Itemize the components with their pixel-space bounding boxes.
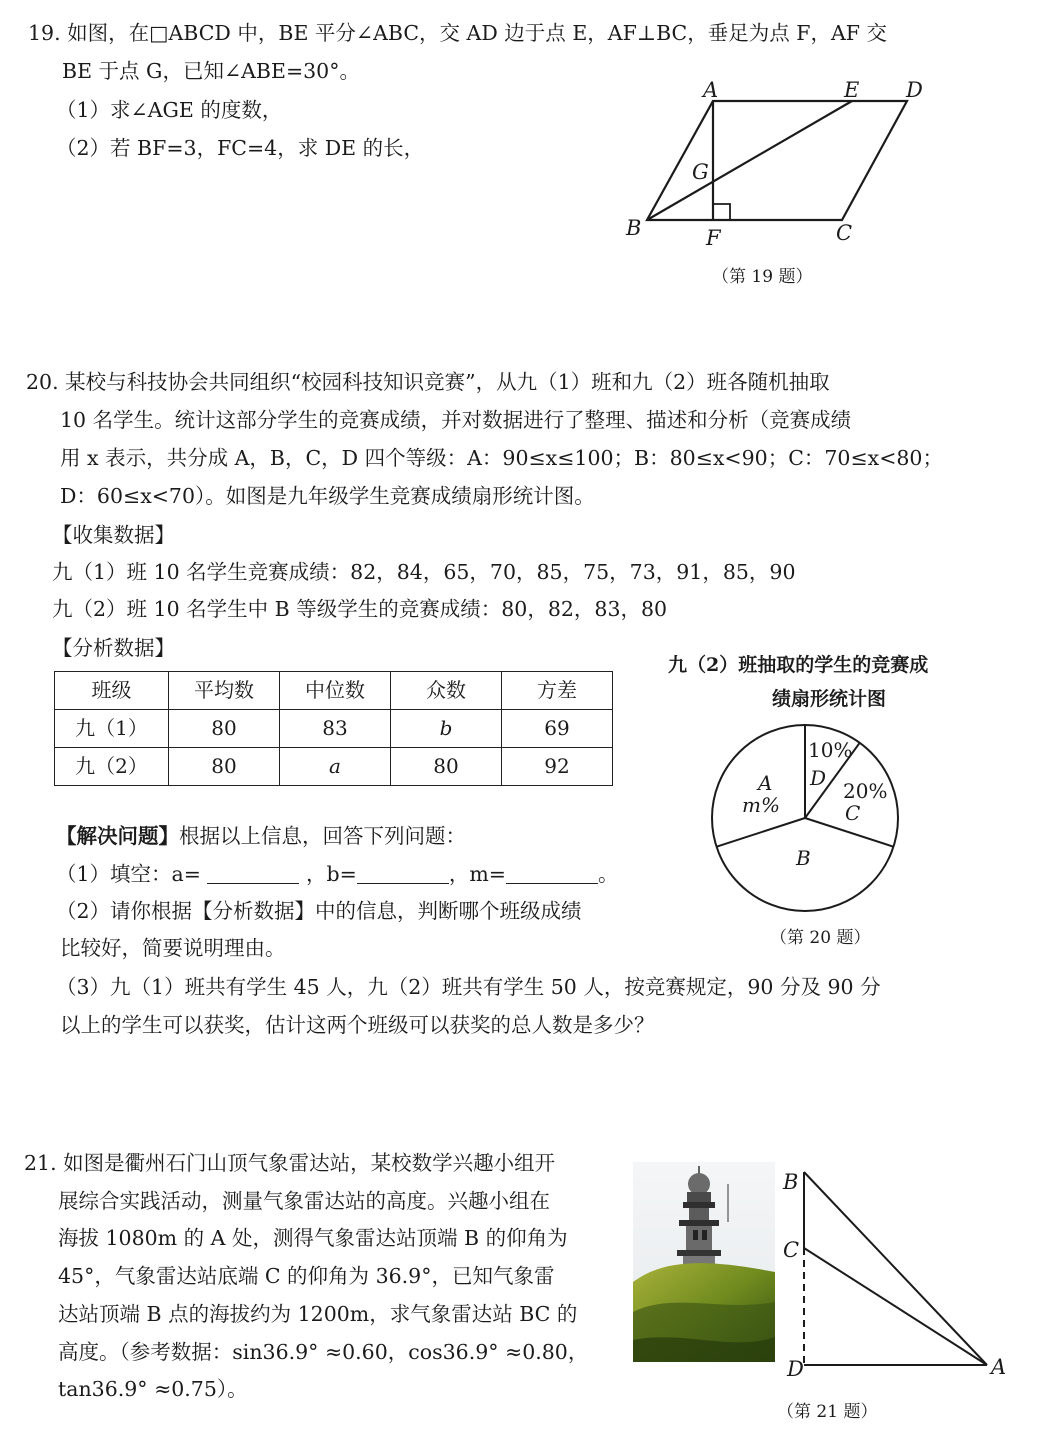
q19-line1: 19. 如图，在□ABCD 中，BE 平分∠ABC，交 AD 边于点 E，AF⊥BC，垂足为点 F，AF 交 bbox=[28, 21, 888, 45]
solve-intro: 根据以上信息，回答下列问题： bbox=[179, 824, 466, 848]
q20-p3-line1: （3）九（1）班共有学生 45 人，九（2）班共有学生 50 人，按竞赛规定，90 分及 90 分 bbox=[56, 975, 881, 999]
q20-caption: （第 20 题） bbox=[770, 928, 871, 948]
table-cell: 九（2） bbox=[55, 748, 169, 786]
slice-label-c: C bbox=[845, 801, 861, 825]
collect-heading: 【收集数据】 bbox=[52, 523, 175, 547]
label-c-21: C bbox=[783, 1238, 800, 1262]
table-header-cell: 平均数 bbox=[169, 672, 280, 710]
table-header-cell: 方差 bbox=[502, 672, 613, 710]
label-a: A bbox=[703, 78, 719, 102]
q20-line1: 20. 某校与科技协会共同组织“校园科技知识竞赛”，从九（1）班和九（2）班各随机抽取 bbox=[26, 370, 830, 394]
solve-heading: 【解决问题】 bbox=[56, 824, 179, 848]
table-cell: 80 bbox=[169, 748, 280, 786]
pie-slice-boundary-a bbox=[717, 818, 805, 847]
table-cell: 92 bbox=[502, 748, 613, 786]
solve-line bbox=[56, 818, 466, 856]
q19-sub2: （2）若 BF=3，FC=4，求 DE 的长， bbox=[56, 136, 425, 160]
label-d: D bbox=[906, 78, 923, 102]
p1-end: 。 bbox=[597, 862, 619, 886]
table-cell: 69 bbox=[502, 710, 613, 748]
table-header-cell: 班级 bbox=[55, 672, 169, 710]
answer-blank-a[interactable] bbox=[207, 861, 299, 884]
q19-caption: （第 19 题） bbox=[712, 267, 813, 287]
slice-label-c-percent: 20% bbox=[843, 779, 888, 803]
slice-label-d: D bbox=[810, 766, 827, 790]
p1-b-label: ，b= bbox=[306, 862, 357, 886]
q21-line5: 达站顶端 B 点的海拔约为 1200m，求气象雷达站 BC 的 bbox=[58, 1302, 578, 1326]
slice-label-a-percent: m% bbox=[742, 793, 780, 817]
table-header-cell: 众数 bbox=[391, 672, 502, 710]
q20-line2: 10 名学生。统计这部分学生的竞赛成绩，并对数据进行了整理、描述和分析（竞赛成绩 bbox=[60, 408, 852, 432]
q20-line4: D：60≤x<70）。如图是九年级学生竞赛成绩扇形统计图。 bbox=[60, 484, 595, 508]
answer-blank-m[interactable] bbox=[506, 861, 598, 884]
pie-title-line1: 九（2）班抽取的学生的竞赛成 bbox=[668, 654, 929, 676]
right-angle-mark bbox=[713, 204, 730, 220]
q21-caption: （第 21 题） bbox=[777, 1402, 878, 1422]
table-cell: a bbox=[280, 748, 391, 786]
q21-line3: 海拔 1080m 的 A 处，测得气象雷达站顶端 B 的仰角为 bbox=[58, 1226, 568, 1250]
table-row bbox=[55, 710, 613, 748]
table-cell: 80 bbox=[169, 710, 280, 748]
p1-prefix: （1）填空：a= bbox=[56, 862, 201, 886]
table-cell: 九（1） bbox=[55, 710, 169, 748]
segment-ba bbox=[804, 1172, 987, 1365]
label-b-21: B bbox=[783, 1170, 799, 1194]
stats-table bbox=[54, 671, 613, 786]
label-g: G bbox=[692, 160, 709, 184]
collect-data-class2: 九（2）班 10 名学生中 B 等级学生的竞赛成绩：80，82，83，80 bbox=[52, 597, 668, 621]
label-b: B bbox=[626, 216, 642, 240]
label-c: C bbox=[836, 221, 853, 245]
q20-p2-line2: 比较好，简要说明理由。 bbox=[60, 936, 286, 960]
table-header-cell: 中位数 bbox=[280, 672, 391, 710]
q21-line4: 45°，气象雷达站底端 C 的仰角为 36.9°，已知气象雷 bbox=[58, 1264, 555, 1288]
analyze-heading: 【分析数据】 bbox=[52, 636, 175, 660]
segment-ca bbox=[804, 1248, 987, 1365]
p1-m-label: ，m= bbox=[448, 862, 506, 886]
collect-data-class1: 九（1）班 10 名学生竞赛成绩：82，84，65，70，85，75，73，91，85，90 bbox=[52, 560, 796, 584]
q21-line6: 高度。（参考数据：sin36.9° ≈0.60，cos36.9° ≈0.80， bbox=[58, 1340, 589, 1364]
q20-line3: 用 x 表示，共分成 A，B，C，D 四个等级：A：90≤x≤100；B：80≤x<90；C：70≤x<80； bbox=[60, 446, 943, 470]
slice-label-b: B bbox=[796, 846, 811, 870]
q19-sub1: （1）求∠AGE 的度数， bbox=[56, 98, 283, 122]
table-cell: 80 bbox=[391, 748, 502, 786]
q19-figure bbox=[610, 70, 940, 260]
q21-line1: 21. 如图是衢州石门山顶气象雷达站，某校数学兴趣小组开 bbox=[24, 1151, 556, 1175]
q19-line2: BE 于点 G，已知∠ABE=30°。 bbox=[62, 59, 360, 83]
q20-p2-line1: （2）请你根据【分析数据】中的信息，判断哪个班级成绩 bbox=[56, 899, 582, 923]
q21-line2: 展综合实践活动，测量气象雷达站的高度。兴趣小组在 bbox=[58, 1189, 550, 1213]
pie-title-line2: 绩扇形统计图 bbox=[772, 688, 887, 710]
slice-label-d-percent: 10% bbox=[808, 738, 853, 762]
table-cell: 83 bbox=[280, 710, 391, 748]
segment-be bbox=[647, 101, 852, 220]
label-a-21: A bbox=[991, 1355, 1007, 1379]
slice-label-a: A bbox=[758, 771, 773, 795]
label-f: F bbox=[706, 226, 721, 250]
label-e: E bbox=[844, 78, 860, 102]
q21-figure bbox=[775, 1160, 1015, 1395]
radar-station-photo bbox=[633, 1162, 775, 1362]
table-row bbox=[55, 748, 613, 786]
table-header-row bbox=[55, 672, 613, 710]
q21-line7: tan36.9° ≈0.75）。 bbox=[58, 1377, 248, 1401]
answer-blank-b[interactable] bbox=[357, 861, 449, 884]
table-cell: b bbox=[391, 710, 502, 748]
q20-p3-line2: 以上的学生可以获奖，估计这两个班级可以获奖的总人数是多少？ bbox=[60, 1013, 655, 1037]
parallelogram-abcd bbox=[647, 101, 907, 220]
pie-chart bbox=[700, 710, 910, 920]
fill-blank-line bbox=[56, 856, 618, 894]
label-d-21: D bbox=[787, 1357, 804, 1381]
